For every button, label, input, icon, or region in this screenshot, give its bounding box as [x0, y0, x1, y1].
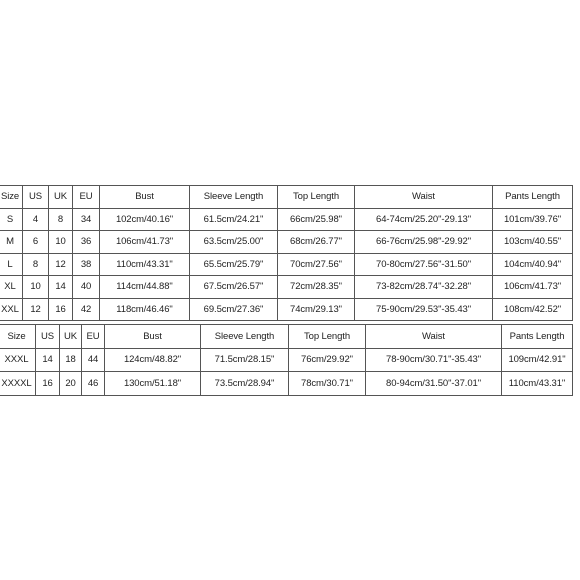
table-cell: 78-90cm/30.71"-35.43" — [366, 348, 502, 372]
table-header-row — [0, 186, 573, 209]
table-cell: 8 — [23, 253, 49, 276]
table-row — [0, 253, 573, 276]
table-cell: 61.5cm/24.21" — [190, 208, 278, 231]
table-cell: 10 — [49, 231, 73, 254]
table-cell: 130cm/51.18" — [105, 372, 201, 396]
table-cell: 103cm/40.55" — [493, 231, 573, 254]
table-cell: 70-80cm/27.56"-31.50" — [355, 253, 493, 276]
header-cell: Size — [0, 186, 23, 209]
header-cell: US — [36, 325, 60, 349]
table-cell: 12 — [23, 298, 49, 321]
table-header-row — [0, 325, 573, 349]
table-cell: 65.5cm/25.79" — [190, 253, 278, 276]
table-cell: 69.5cm/27.36" — [190, 298, 278, 321]
header-cell: UK — [60, 325, 82, 349]
table-cell: 66-76cm/25.98"-29.92" — [355, 231, 493, 254]
table-cell: 36 — [73, 231, 100, 254]
table-cell: 75-90cm/29.53"-35.43" — [355, 298, 493, 321]
header-cell: EU — [73, 186, 100, 209]
header-cell: Waist — [355, 186, 493, 209]
table-cell: 64-74cm/25.20"-29.13" — [355, 208, 493, 231]
header-cell: Sleeve Length — [190, 186, 278, 209]
table-cell: 12 — [49, 253, 73, 276]
table-cell: 106cm/41.73" — [100, 231, 190, 254]
table-cell: 34 — [73, 208, 100, 231]
header-cell: Top Length — [289, 325, 366, 349]
table-cell: XXXL — [0, 348, 36, 372]
table-cell: 110cm/43.31" — [502, 372, 573, 396]
table-row — [0, 231, 573, 254]
table-cell: 101cm/39.76" — [493, 208, 573, 231]
table-cell: XXL — [0, 298, 23, 321]
table-cell: 104cm/40.94" — [493, 253, 573, 276]
table-cell: 42 — [73, 298, 100, 321]
table-row — [0, 372, 573, 396]
table-cell: 6 — [23, 231, 49, 254]
table-cell: 38 — [73, 253, 100, 276]
table-cell: 44 — [82, 348, 105, 372]
table-cell: M — [0, 231, 23, 254]
table-cell: 110cm/43.31" — [100, 253, 190, 276]
table-cell: 78cm/30.71" — [289, 372, 366, 396]
table-cell: 80-94cm/31.50"-37.01" — [366, 372, 502, 396]
header-cell: Bust — [100, 186, 190, 209]
header-cell: Size — [0, 325, 36, 349]
table-cell: 16 — [49, 298, 73, 321]
table-cell: 16 — [36, 372, 60, 396]
table-cell: 74cm/29.13" — [278, 298, 355, 321]
table-cell: 14 — [36, 348, 60, 372]
table-row — [0, 208, 573, 231]
header-cell: Sleeve Length — [201, 325, 289, 349]
table-cell: 73-82cm/28.74"-32.28" — [355, 276, 493, 299]
table-cell: 71.5cm/28.15" — [201, 348, 289, 372]
table-cell: 114cm/44.88" — [100, 276, 190, 299]
table-cell: 76cm/29.92" — [289, 348, 366, 372]
header-cell: UK — [49, 186, 73, 209]
header-cell: Top Length — [278, 186, 355, 209]
table-cell: 46 — [82, 372, 105, 396]
table-cell: 109cm/42.91" — [502, 348, 573, 372]
table-cell: 118cm/46.46" — [100, 298, 190, 321]
table-cell: 102cm/40.16" — [100, 208, 190, 231]
table-cell: 20 — [60, 372, 82, 396]
table-cell: 8 — [49, 208, 73, 231]
table-cell: 72cm/28.35" — [278, 276, 355, 299]
table-row — [0, 348, 573, 372]
table-row — [0, 298, 573, 321]
table-cell: 108cm/42.52" — [493, 298, 573, 321]
header-cell: EU — [82, 325, 105, 349]
size-chart-table-2 — [0, 324, 573, 396]
table-cell: S — [0, 208, 23, 231]
table-row — [0, 276, 573, 299]
table-cell: 73.5cm/28.94" — [201, 372, 289, 396]
table-cell: 70cm/27.56" — [278, 253, 355, 276]
table-cell: 106cm/41.73" — [493, 276, 573, 299]
header-cell: Bust — [105, 325, 201, 349]
header-cell: US — [23, 186, 49, 209]
table-cell: 66cm/25.98" — [278, 208, 355, 231]
size-chart-table-1 — [0, 185, 573, 321]
table-cell: XXXXL — [0, 372, 36, 396]
table-cell: XL — [0, 276, 23, 299]
table-cell: 67.5cm/26.57" — [190, 276, 278, 299]
table-cell: 18 — [60, 348, 82, 372]
table-cell: 63.5cm/25.00" — [190, 231, 278, 254]
table-cell: 124cm/48.82" — [105, 348, 201, 372]
header-cell: Pants Length — [502, 325, 573, 349]
table-cell: 40 — [73, 276, 100, 299]
table-cell: 10 — [23, 276, 49, 299]
header-cell: Waist — [366, 325, 502, 349]
table-cell: 4 — [23, 208, 49, 231]
table-cell: 68cm/26.77" — [278, 231, 355, 254]
header-cell: Pants Length — [493, 186, 573, 209]
table-cell: 14 — [49, 276, 73, 299]
table-cell: L — [0, 253, 23, 276]
